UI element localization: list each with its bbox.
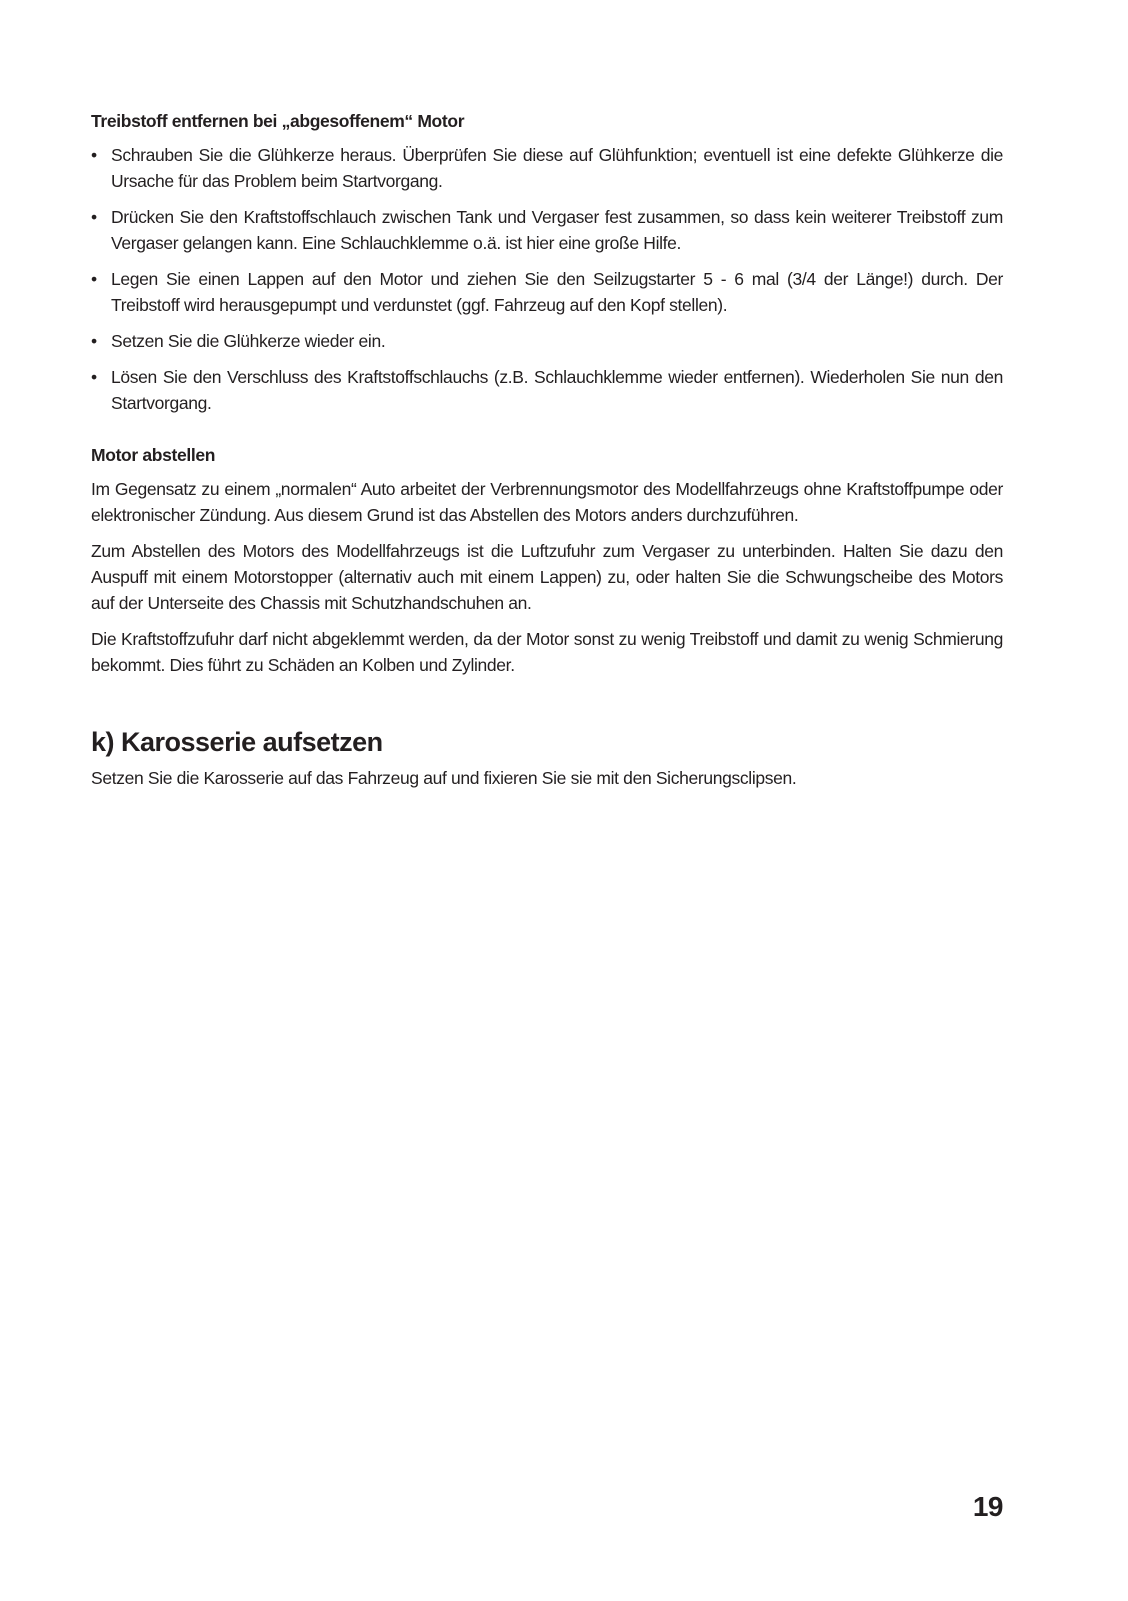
section-motor-stop (91, 442, 1003, 678)
bullet-icon: • (91, 269, 97, 289)
list-item (91, 364, 1003, 416)
list-item-text: Legen Sie einen Lappen auf den Motor und ziehen Sie den Seilzugstarter 5 - 6 mal (3/4 der Länge!) durch. Der Treibstoff wird herausgepumpt und verdunstet (ggf. Fahrzeug auf den Kopf stellen). (111, 269, 1003, 315)
section-heading-body-mounting: k) Karosserie aufsetzen (91, 727, 383, 757)
bullet-icon: • (91, 207, 97, 227)
list-item (91, 328, 1003, 354)
list-item-text: Setzen Sie die Glühkerze wieder ein. (111, 331, 386, 351)
list-item-text: Drücken Sie den Kraftstoffschlauch zwischen Tank und Vergaser fest zusammen, so dass kein weiterer Treibstoff zum Vergaser gelangen kann. Eine Schlauchklemme o.ä. ist hier eine große Hilfe. (111, 207, 1003, 253)
paragraph: Zum Abstellen des Motors des Modellfahrzeugs ist die Luftzufuhr zum Vergaser zu unterbinden. Halten Sie dazu den Auspuff mit einem Motorstopper (alternativ auch mit einem Lappen) zu, oder halten Sie die Schwungscheibe des Motors auf der Unterseite des Chassis mit Schutzhandschuhen an. (91, 541, 1003, 613)
page-number: 19 (972, 1491, 1003, 1522)
list-item (91, 266, 1003, 318)
list-item (91, 204, 1003, 256)
fuel-removal-steps (91, 142, 1003, 416)
paragraph: Im Gegensatz zu einem „normalen“ Auto arbeitet der Verbrennungsmotor des Modellfahrzeugs ohne Kraftstoffpumpe oder elektronischer Zündung. Aus diesem Grund ist das Abstellen des Motors anders durchzuführen. (91, 479, 1003, 525)
section-heading-motor-stop: Motor abstellen (91, 445, 216, 465)
bullet-icon: • (91, 331, 97, 351)
section-body-mounting (91, 725, 1003, 791)
page-content (91, 108, 1003, 801)
section-fuel-removal (91, 108, 1003, 416)
paragraph: Die Kraftstoffzufuhr darf nicht abgeklemmt werden, da der Motor sonst zu wenig Treibstoff und damit zu wenig Schmierung bekommt. Dies führt zu Schäden an Kolben und Zylinder. (91, 629, 1003, 675)
paragraph: Setzen Sie die Karosserie auf das Fahrzeug auf und fixieren Sie sie mit den Sicherungsclipsen. (91, 768, 797, 788)
list-item-text: Schrauben Sie die Glühkerze heraus. Überprüfen Sie diese auf Glühfunktion; eventuell ist eine defekte Glühkerze die Ursache für das Problem beim Startvorgang. (111, 145, 1003, 191)
section-heading-fuel-removal: Treibstoff entfernen bei „abgesoffenem“ Motor (91, 111, 465, 131)
list-item-text: Lösen Sie den Verschluss des Kraftstoffschlauchs (z.B. Schlauchklemme wieder entfernen). Wiederholen Sie nun den Startvorgang. (111, 367, 1003, 413)
bullet-icon: • (91, 367, 97, 387)
bullet-icon: • (91, 145, 97, 165)
list-item (91, 142, 1003, 194)
